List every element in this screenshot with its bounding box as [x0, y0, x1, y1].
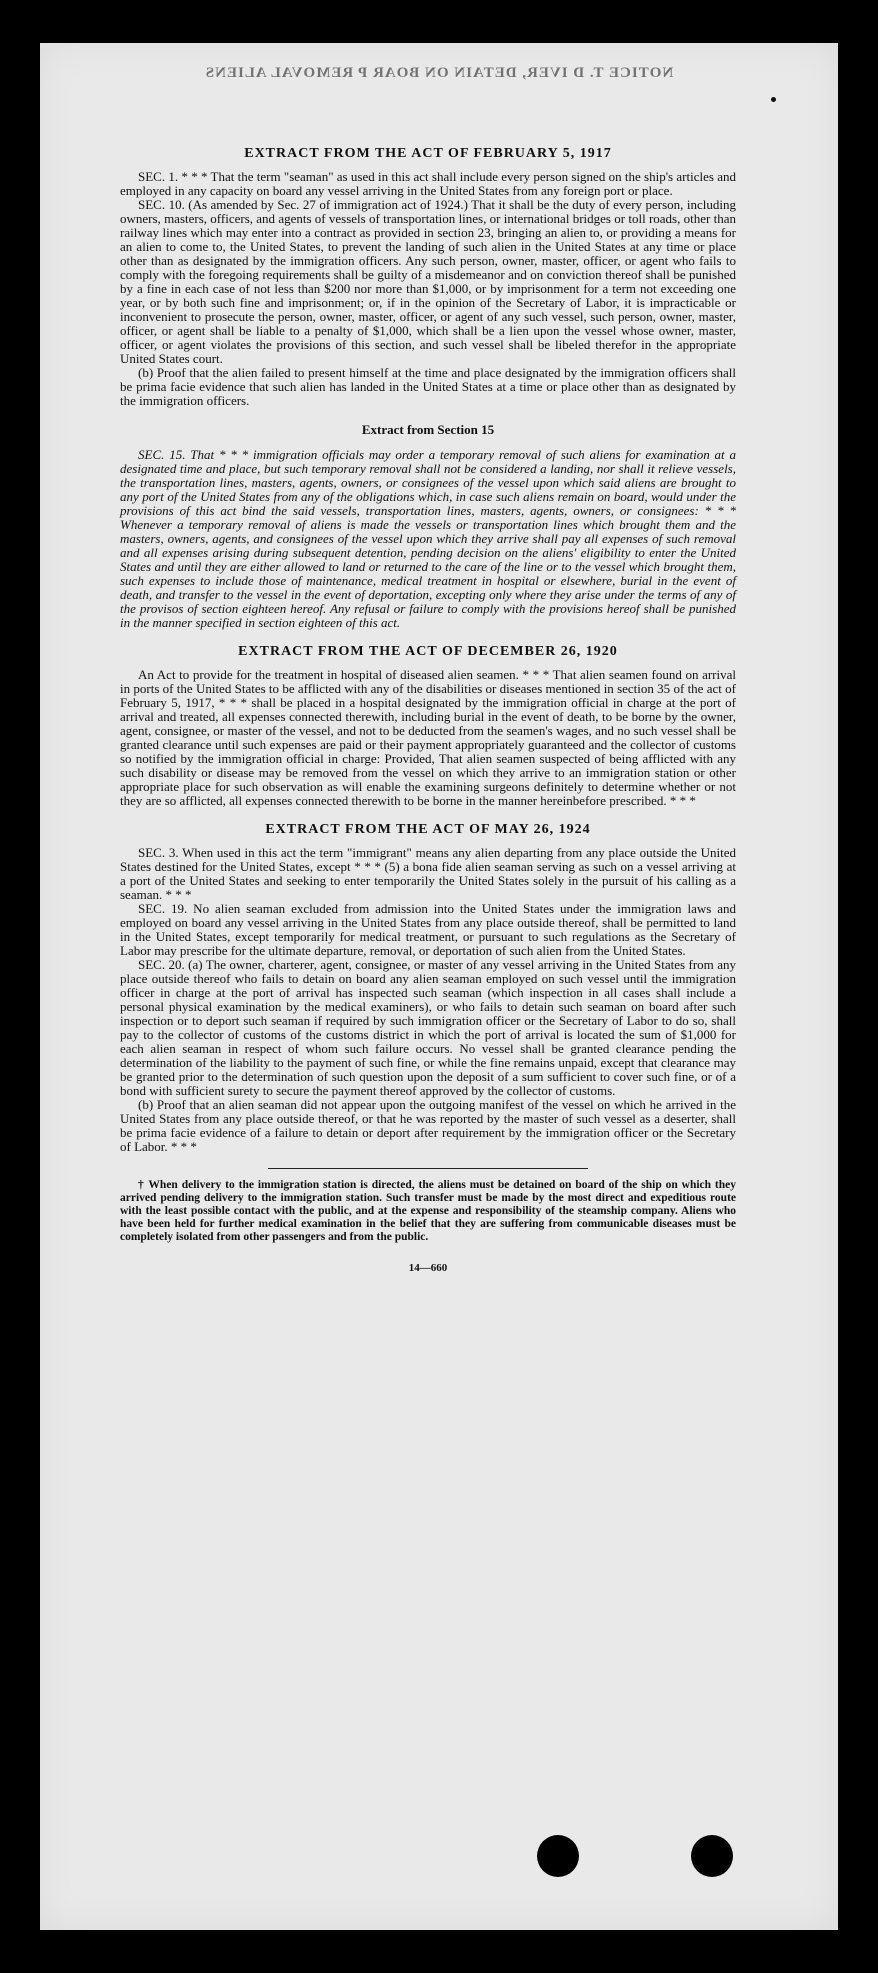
paragraph: SEC. 15. That * * * immigration officials may order a temporary removal of such aliens for examination at a designated time and place, but such temporary removal shall not be considered a landing, nor shall it relieve vessels, the transportation lines, masters, agents, owners, or consignees of the vessel upon which said aliens are brought to any port of the United States from any of the obligations which, in case such aliens remain on board, would under the provisions of this act bind the said vessels, transportation lines, masters, agents, owners, or consignees: * * * Whenever a temporary removal of aliens is made the vessels or transportation lines which brought them and the masters, owners, agents, and consignees of the vessel upon which they arrive shall pay all expenses of such removal and all expenses arising during subsequent detention, pending decision on the aliens' eligibility to enter the United States and until they are either allowed to land or returned to the care of the line or to the vessel which brought them, such expenses to include those of maintenance, medical treatment in hospital or elsewhere, burial in the event of death, and transfer to the vessel in the event of deportation, excepting only where they arise under the terms of any of the provisos of section eighteen hereof. Any refusal or failure to comply with the provisions hereof shall be punished in the manner specified in section eighteen of this act. [120, 447, 736, 630]
ink-dot [771, 97, 776, 102]
paragraph: (b) Proof that the alien failed to present himself at the time and place designated by the immigration officers shall be prima facie evidence that such alien has landed in the United States at a time or place other than as designated by the immigration officers. [120, 365, 736, 408]
paragraph: SEC. 19. No alien seaman excluded from admission into the United States under the immigration laws and employed on board any vessel arriving in the United States from any place outside thereof, shall be permitted to land in the United States, except temporarily for medical treatment, or pursuant to such regulations as the Secretary of Labor may prescribe for the ultimate departure, removal, or deportation of such alien from the United States. [120, 901, 736, 958]
paragraph: (b) Proof that an alien seaman did not appear upon the outgoing manifest of the vessel on which he arrived in the United States from any place outside thereof, or that he was reported by the master of such vessel as a deserter, shall be prima facie evidence of a failure to detain or deport after requirement by the immigration officer or the Secretary of Labor. * * * [120, 1097, 736, 1154]
paragraph: SEC. 20. (a) The owner, charterer, agent, consignee, or master of any vessel arriving in the United States from any place outside thereof who fails to detain on board any alien seaman employed on such vessel until the immigration officer in charge at the port of arrival has inspected such seaman (which inspection in all cases shall include a personal physical examination by the medical examiners), or who fails to detain such seaman on board after such inspection or to deport such seaman if required by such immigration officer or the Secretary of Labor to do so, shall pay to the collector of customs of the customs district in which the port of arrival is located the sum of $1,000 for each alien seaman in respect of whom such failure occurs. No vessel shall be granted clearance pending the determination of the liability to the payment of such fine, or while the fine remains unpaid, except that clearance may be granted prior to the determination of such question upon the deposit of a sum sufficient to cover such fine, or of a bond with sufficient surety to secure the payment thereof approved by the collector of customs. [120, 957, 736, 1098]
document-body [120, 138, 736, 1274]
footnote [120, 1179, 736, 1244]
paragraph: SEC. 1. * * * That the term "seaman" as used in this act shall include every person signed on the ship's articles and employed in any capacity on board any vessel arriving in the United States from any foreign port or place. [120, 169, 736, 198]
section-act-1924 [120, 822, 736, 1154]
footnote-divider [268, 1168, 588, 1169]
section-subtitle: Extract from Section 15 [361, 422, 495, 437]
section-act-1917 [120, 146, 736, 408]
section-title: EXTRACT FROM THE ACT OF MAY 26, 1924 [265, 822, 591, 837]
form-number: 14—660 [408, 1262, 448, 1274]
section-title: EXTRACT FROM THE ACT OF DECEMBER 26, 1920 [238, 644, 618, 659]
punch-hole [691, 1835, 733, 1877]
section-15-extract [120, 422, 736, 630]
paragraph: SEC. 10. (As amended by Sec. 27 of immigration act of 1924.) That it shall be the duty of every person, including owners, masters, officers, and agents of vessels of transportation lines, or international bridges or toll roads, other than railway lines which may enter into a contract as provided in section 23, bringing an alien to, or providing a means for an alien to come to, the United States, to prevent the landing of such alien in the United States at any time or place other than as designated by the immigration officers. Any such person, owner, master, officer, or agent who fails to comply with the foregoing requirements shall be guilty of a misdemeanor and on conviction thereof shall be punished by a fine in each case of not less than $200 nor more than $1,000, or by imprisonment for a term not exceeding one year, or by both such fine and imprisonment; or, if in the opinion of the Secretary of Labor, it is impracticable or inconvenient to prosecute the person, owner, master, officer, or agent of any such vessel, such person, owner, master, officer, or agent shall be liable to a penalty of $1,000, which shall be a lien upon the vessel whose owner, master, officer, or agent violates the provisions of this section, and such vessel shall be libeled therefor in the appropriate United States court. [120, 197, 736, 366]
document-page [40, 43, 838, 1930]
punch-hole [537, 1835, 579, 1877]
section-title: EXTRACT FROM THE ACT OF FEBRUARY 5, 1917 [244, 146, 612, 161]
paragraph: An Act to provide for the treatment in hospital of diseased alien seamen. * * * That alien seamen found on arrival in ports of the United States to be afflicted with any of the disabilities or diseases mentioned in section 35 of the act of February 5, 1917, * * * shall be placed in a hospital designated by the immigration official in charge at the port of arrival and treated, all expenses connected therewith, including burial in the event of death, to be borne by the owner, agent, consignee, or master of the vessel, and not to be deducted from the seamen's wages, and no such vessel shall be granted clearance until such expenses are paid or their payment appropriately guaranteed and the collector of customs so notified by the immigration official in charge: Provided, That alien seamen suspected of being afflicted with any such disability or disease may be removed from the vessel on which they arrive to an immigration station or other appropriate place for such observation as will enable the examining surgeons definitely to determine whether or not they are so afflicted, all expenses connected therewith to be borne in the manner hereinbefore prescribed. * * * [120, 667, 736, 808]
footnote-text: † When delivery to the immigration station is directed, the aliens must be detained on board of the ship on which they arrived pending delivery to the immigration station. Such transfer must be made by the most direct and expeditious route with the least possible contact with the public, and at the expense and responsibility of the steamship company. Aliens who have been held for further medical examination in the belief that they are suffering from communicable diseases must be completely isolated from other passengers and from the public. [120, 1179, 736, 1243]
bleed-through-header: NOTICE T. D IVER, DETAIN ON BOAR P REMOVAL ALIENS [204, 65, 674, 81]
paragraph: SEC. 3. When used in this act the term "immigrant" means any alien departing from any place outside the United States destined for the United States, except * * * (5) a bona fide alien seaman serving as such on a vessel arriving at a port of the United States and seeking to enter temporarily the United States solely in the pursuit of his calling as a seaman. * * * [120, 845, 736, 902]
section-act-1920 [120, 644, 736, 808]
